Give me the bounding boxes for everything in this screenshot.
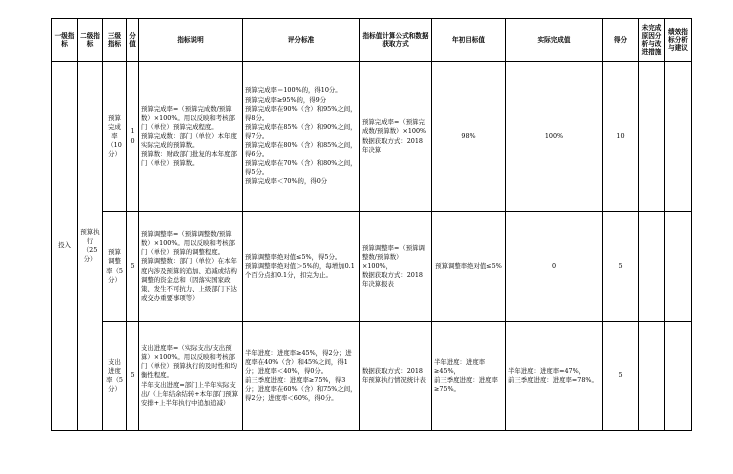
level3-cell: 预算完成率（10分） — [103, 62, 127, 212]
score-cell: 10 — [603, 62, 639, 212]
criteria-cell: 半年进度：进度率≥45%，得2分；进度率在40%（含）和45%之间，得1分；进度率＜40%，得0分。 前三季度进度：进度率≥75%，得3分；进度率在60%（含）和75%之间，得2分；进度率＜60%，得0分。 — [243, 322, 360, 431]
header-description: 指标说明 — [139, 19, 243, 62]
annual-target-cell: 预算调整率绝对值≤5% — [432, 212, 506, 322]
header-row — [52, 19, 692, 62]
score-cell: 5 — [603, 212, 639, 322]
header-actual: 实际完成值 — [506, 19, 603, 62]
header-criteria: 评分标准 — [243, 19, 360, 62]
actual-cell: 100% — [506, 62, 603, 212]
actual-cell: 半年进度：进度率=47%， 前三季度进度：进度率=78%。 — [506, 322, 603, 431]
level3-cell: 预算调整率（5分） — [103, 212, 127, 322]
description-cell: 预算完成率=（预算完成数/预算数）×100%。用以反映和考核部门（单位）预算完成程度。 预算完成数：部门（单位）本年度实际完成的预算数。 预算数：财政部门批复的本年度部门（单位）预算数。 — [139, 62, 243, 212]
header-level3: 三级指标 — [103, 19, 127, 62]
header-level1: 一级指标 — [52, 19, 78, 62]
formula-cell: 预算完成率=（预算完成数/预算数）×100%数据获取方式：2018年决算 — [360, 62, 432, 212]
header-formula: 指标值计算公式和数据获取方式 — [360, 19, 432, 62]
header-score: 得分 — [603, 19, 639, 62]
header-weight: 分值 — [127, 19, 139, 62]
header-suggestion: 绩效指标分析与建议 — [665, 19, 692, 62]
reason-cell — [639, 62, 665, 212]
table-row — [52, 212, 692, 322]
level2-cell: 预算执行（25分） — [78, 62, 103, 431]
criteria-cell: 预算完成率＝100%的，得10分。 预算完成率≥95%的，得9分 预算完成率在90%（含）和95%之间，得8分。 预算完成率在85%（含）和90%之间，得7分。 预算完成率在80%（含）和85%之间，得6分。 预算完成率在70%（含）和80%之间，得5分。 预算完成率＜70%的，得0分 — [243, 62, 360, 212]
suggestion-cell — [665, 212, 692, 322]
header-annual-target: 年初目标值 — [432, 19, 506, 62]
annual-target-cell: 半年进度：进度率≥45%， 前三季度进度：进度率≥75%。 — [432, 322, 506, 431]
level3-cell: 支出进度率（5分） — [103, 322, 127, 431]
weight-cell: 5 — [127, 212, 139, 322]
weight-cell: 10 — [127, 62, 139, 212]
level1-cell: 投入 — [52, 62, 78, 431]
weight-cell: 5 — [127, 322, 139, 431]
header-level2: 二级指标 — [78, 19, 103, 62]
description-cell: 预算调整率=（预算调整数/预算数）×100%。用以反映和考核部门（单位）预算的调整程度。 预算调整数：部门（单位）在本年度内涉及预算的追加、追减或结构调整的资金总和（因落实国家政策、发生不可抗力、上级部门下达或交办重要事项等） — [139, 212, 243, 322]
description-cell: 支出进度率=（实际支出/支出预算）×100%。用以反映和考核部门（单位）预算执行的及时性和均衡性程度。 半年支出进度=部门上半年实际支出/（上年结余结转+本年部门预算安排+上半年执行中追加追减） — [139, 322, 243, 431]
suggestion-cell — [665, 322, 692, 431]
formula-cell: 预算调整率=（预算调整数/预算数）×100%， 数据获取方式：2018年决算报表 — [360, 212, 432, 322]
annual-target-cell: 98% — [432, 62, 506, 212]
reason-cell — [639, 212, 665, 322]
formula-cell: 数据获取方式：2018年预算执行情况统计表 — [360, 322, 432, 431]
header-reason: 未完成原因分析与改进措施 — [639, 19, 665, 62]
reason-cell — [639, 322, 665, 431]
score-cell: 5 — [603, 322, 639, 431]
criteria-cell: 预算调整率绝对值≤5%，得5分。 预算调整率绝对值＞5%的，每增加0.1个百分点扣0.1分，扣完为止。 — [243, 212, 360, 322]
performance-table — [51, 18, 692, 431]
table-row — [52, 62, 692, 212]
actual-cell: 0 — [506, 212, 603, 322]
suggestion-cell — [665, 62, 692, 212]
table-row — [52, 322, 692, 431]
